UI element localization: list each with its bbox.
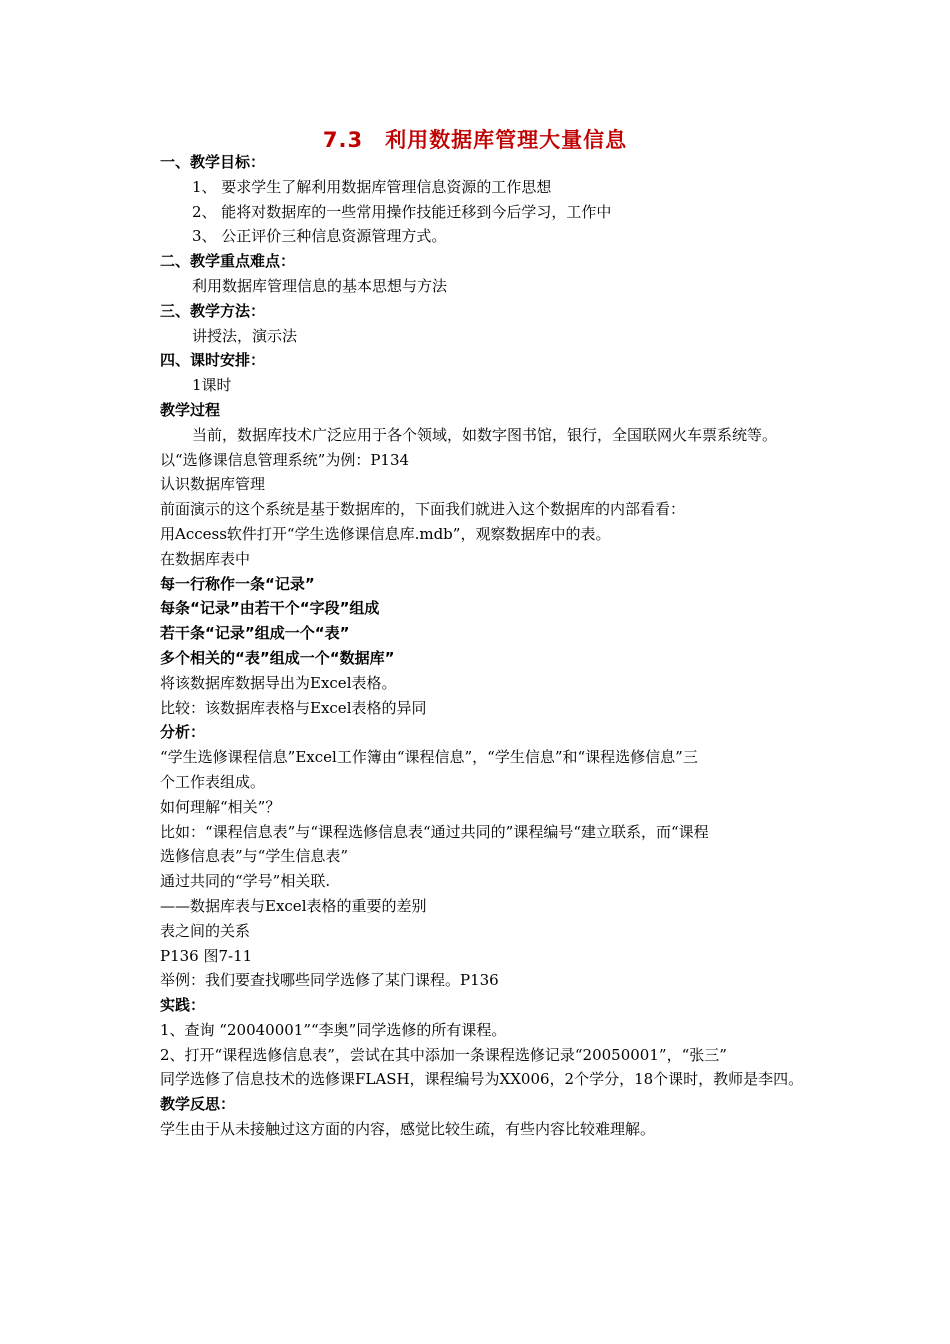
paragraph-line: 以“选修课信息管理系统”为例：P134 bbox=[160, 450, 410, 469]
section-heading: 分析： bbox=[160, 723, 206, 742]
section-heading: 三、教学方法： bbox=[160, 301, 266, 320]
paragraph-line: 如何理解“相关”？ bbox=[160, 797, 281, 816]
paragraph-line: 学生由于从未接触过这方面的内容，感觉比较生疏，有些内容比较难理解。 bbox=[160, 1120, 656, 1139]
paragraph-line: 1、 要求学生了解利用数据库管理信息资源的工作思想 bbox=[192, 177, 552, 196]
paragraph-line: 在数据库表中 bbox=[160, 549, 251, 568]
paragraph-line: 个工作表组成。 bbox=[160, 772, 266, 791]
section-heading: 四、课时安排： bbox=[160, 351, 266, 370]
paragraph-line: 2、 能将对数据库的一些常用操作技能迁移到今后学习，工作中 bbox=[192, 202, 612, 221]
paragraph-line: 2、打开“课程选修信息表”，尝试在其中添加一条课程选修记录“20050001”，“张三” bbox=[160, 1045, 727, 1064]
paragraph-line: 3、 公正评价三种信息资源管理方式。 bbox=[192, 227, 447, 246]
document-title: 7.3 利用数据库管理大量信息 bbox=[322, 128, 628, 152]
paragraph-line: 1、查询 “20040001”“李奥”同学选修的所有课程。 bbox=[160, 1020, 507, 1039]
section-heading: 每条“记录”由若干个“字段”组成 bbox=[160, 599, 380, 618]
paragraph-line: “学生选修课程信息”Excel工作簿由“课程信息”，“学生信息”和“课程选修信息”三 bbox=[160, 748, 698, 767]
paragraph-line: ——数据库表与Excel表格的重要的差别 bbox=[160, 896, 427, 915]
paragraph-line: 比如：“课程信息表”与“课程选修信息表“通过共同的”课程编号“建立联系，而“课程 bbox=[160, 822, 709, 841]
section-heading: 二、教学重点难点： bbox=[160, 252, 296, 271]
paragraph-line: 表之间的关系 bbox=[160, 921, 251, 940]
paragraph-line: 当前，数据库技术广泛应用于各个领域，如数字图书馆，银行，全国联网火车票系统等。 bbox=[192, 425, 778, 444]
paragraph-line: 通过共同的“学号”相关联. bbox=[160, 872, 331, 891]
section-heading: 若干条“记录”组成一个“表” bbox=[160, 624, 350, 643]
paragraph-line: 用Access软件打开“学生选修课信息库.mdb”，观察数据库中的表。 bbox=[160, 524, 611, 543]
paragraph-line: 选修信息表”与“学生信息表” bbox=[160, 847, 349, 866]
paragraph-line: 同学选修了信息技术的选修课FLASH，课程编号为XX006，2个学分，18个课时，教师是李四。 bbox=[160, 1070, 804, 1089]
section-heading: 多个相关的“表”组成一个“数据库” bbox=[160, 648, 395, 667]
paragraph-line: 前面演示的这个系统是基于数据库的，下面我们就进入这个数据库的内部看看： bbox=[160, 500, 686, 519]
paragraph-line: 1课时 bbox=[192, 376, 232, 395]
section-heading: 实践： bbox=[160, 996, 206, 1015]
paragraph-line: 利用数据库管理信息的基本思想与方法 bbox=[192, 276, 448, 295]
paragraph-line: 比较：该数据库表格与Excel表格的异同 bbox=[160, 698, 427, 717]
paragraph-line: 举例：我们要查找哪些同学选修了某门课程。P136 bbox=[160, 971, 499, 990]
paragraph-line: 认识数据库管理 bbox=[160, 475, 266, 494]
document-body bbox=[160, 150, 850, 1142]
section-heading: 教学过程 bbox=[160, 400, 221, 419]
section-heading: 教学反思： bbox=[160, 1095, 236, 1114]
paragraph-line: P136 图7-11 bbox=[160, 946, 253, 965]
section-heading: 一、教学目标： bbox=[160, 153, 266, 171]
paragraph-line: 讲授法，演示法 bbox=[192, 326, 298, 345]
section-heading: 每一行称作一条“记录” bbox=[160, 574, 315, 593]
paragraph-line: 将该数据库数据导出为Excel表格。 bbox=[160, 673, 397, 692]
